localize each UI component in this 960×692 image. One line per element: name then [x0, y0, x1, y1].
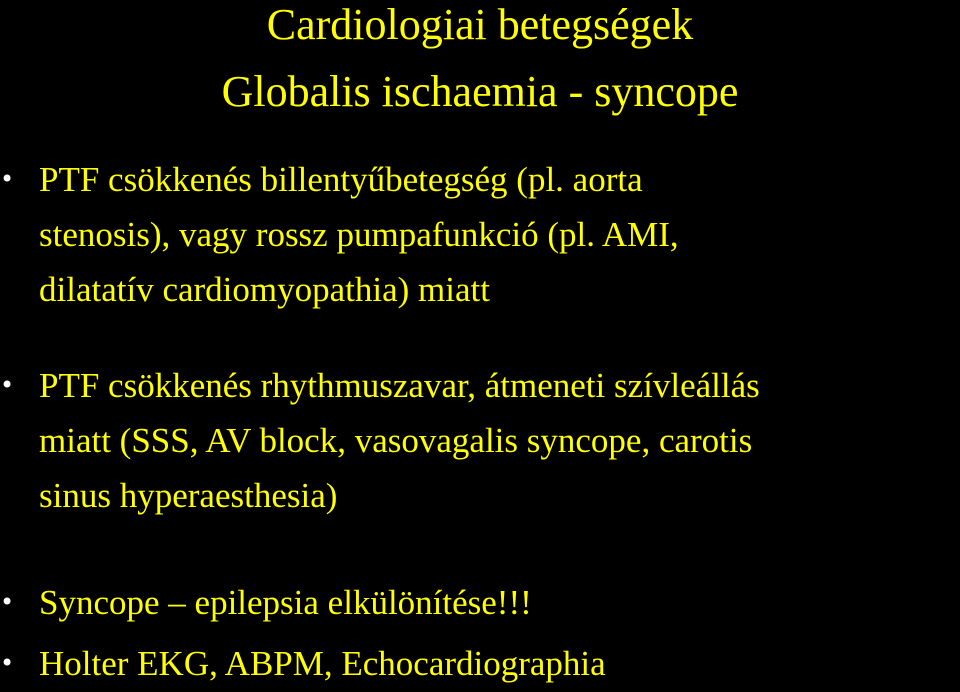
bullet-dot: • — [0, 649, 15, 677]
bullet-line: PTF csökkenés billentyűbetegség (pl. aorta — [39, 160, 643, 199]
title-line-2: Globalis ischaemia - syncope — [221, 67, 739, 116]
bullet-dot: • — [0, 588, 15, 616]
bullet-text — [39, 575, 960, 630]
bullet-dot: • — [0, 165, 15, 193]
bullet-line: sinus hyperaesthesia) — [39, 476, 338, 515]
bullet-line: Syncope – epilepsia elkülönítése!!! — [39, 583, 532, 622]
bullet-line: dilatatív cardiomyopathia) miatt — [39, 270, 490, 309]
bullet-text — [39, 358, 960, 523]
bullet-text — [39, 636, 960, 691]
bullet-line: Holter EKG, ABPM, Echocardiographia — [39, 644, 606, 683]
bullet-line: PTF csökkenés rhythmuszavar, átmeneti szívleállás — [39, 366, 760, 405]
bullet-dot: • — [0, 371, 15, 399]
bullet-line: miatt (SSS, AV block, vasovagalis syncope, carotis — [39, 421, 753, 460]
title-line-1: Cardiologiai betegségek — [266, 0, 694, 49]
bullet-text — [39, 152, 960, 317]
bullet-line: stenosis), vagy rossz pumpafunkció (pl. AMI, — [39, 215, 679, 254]
